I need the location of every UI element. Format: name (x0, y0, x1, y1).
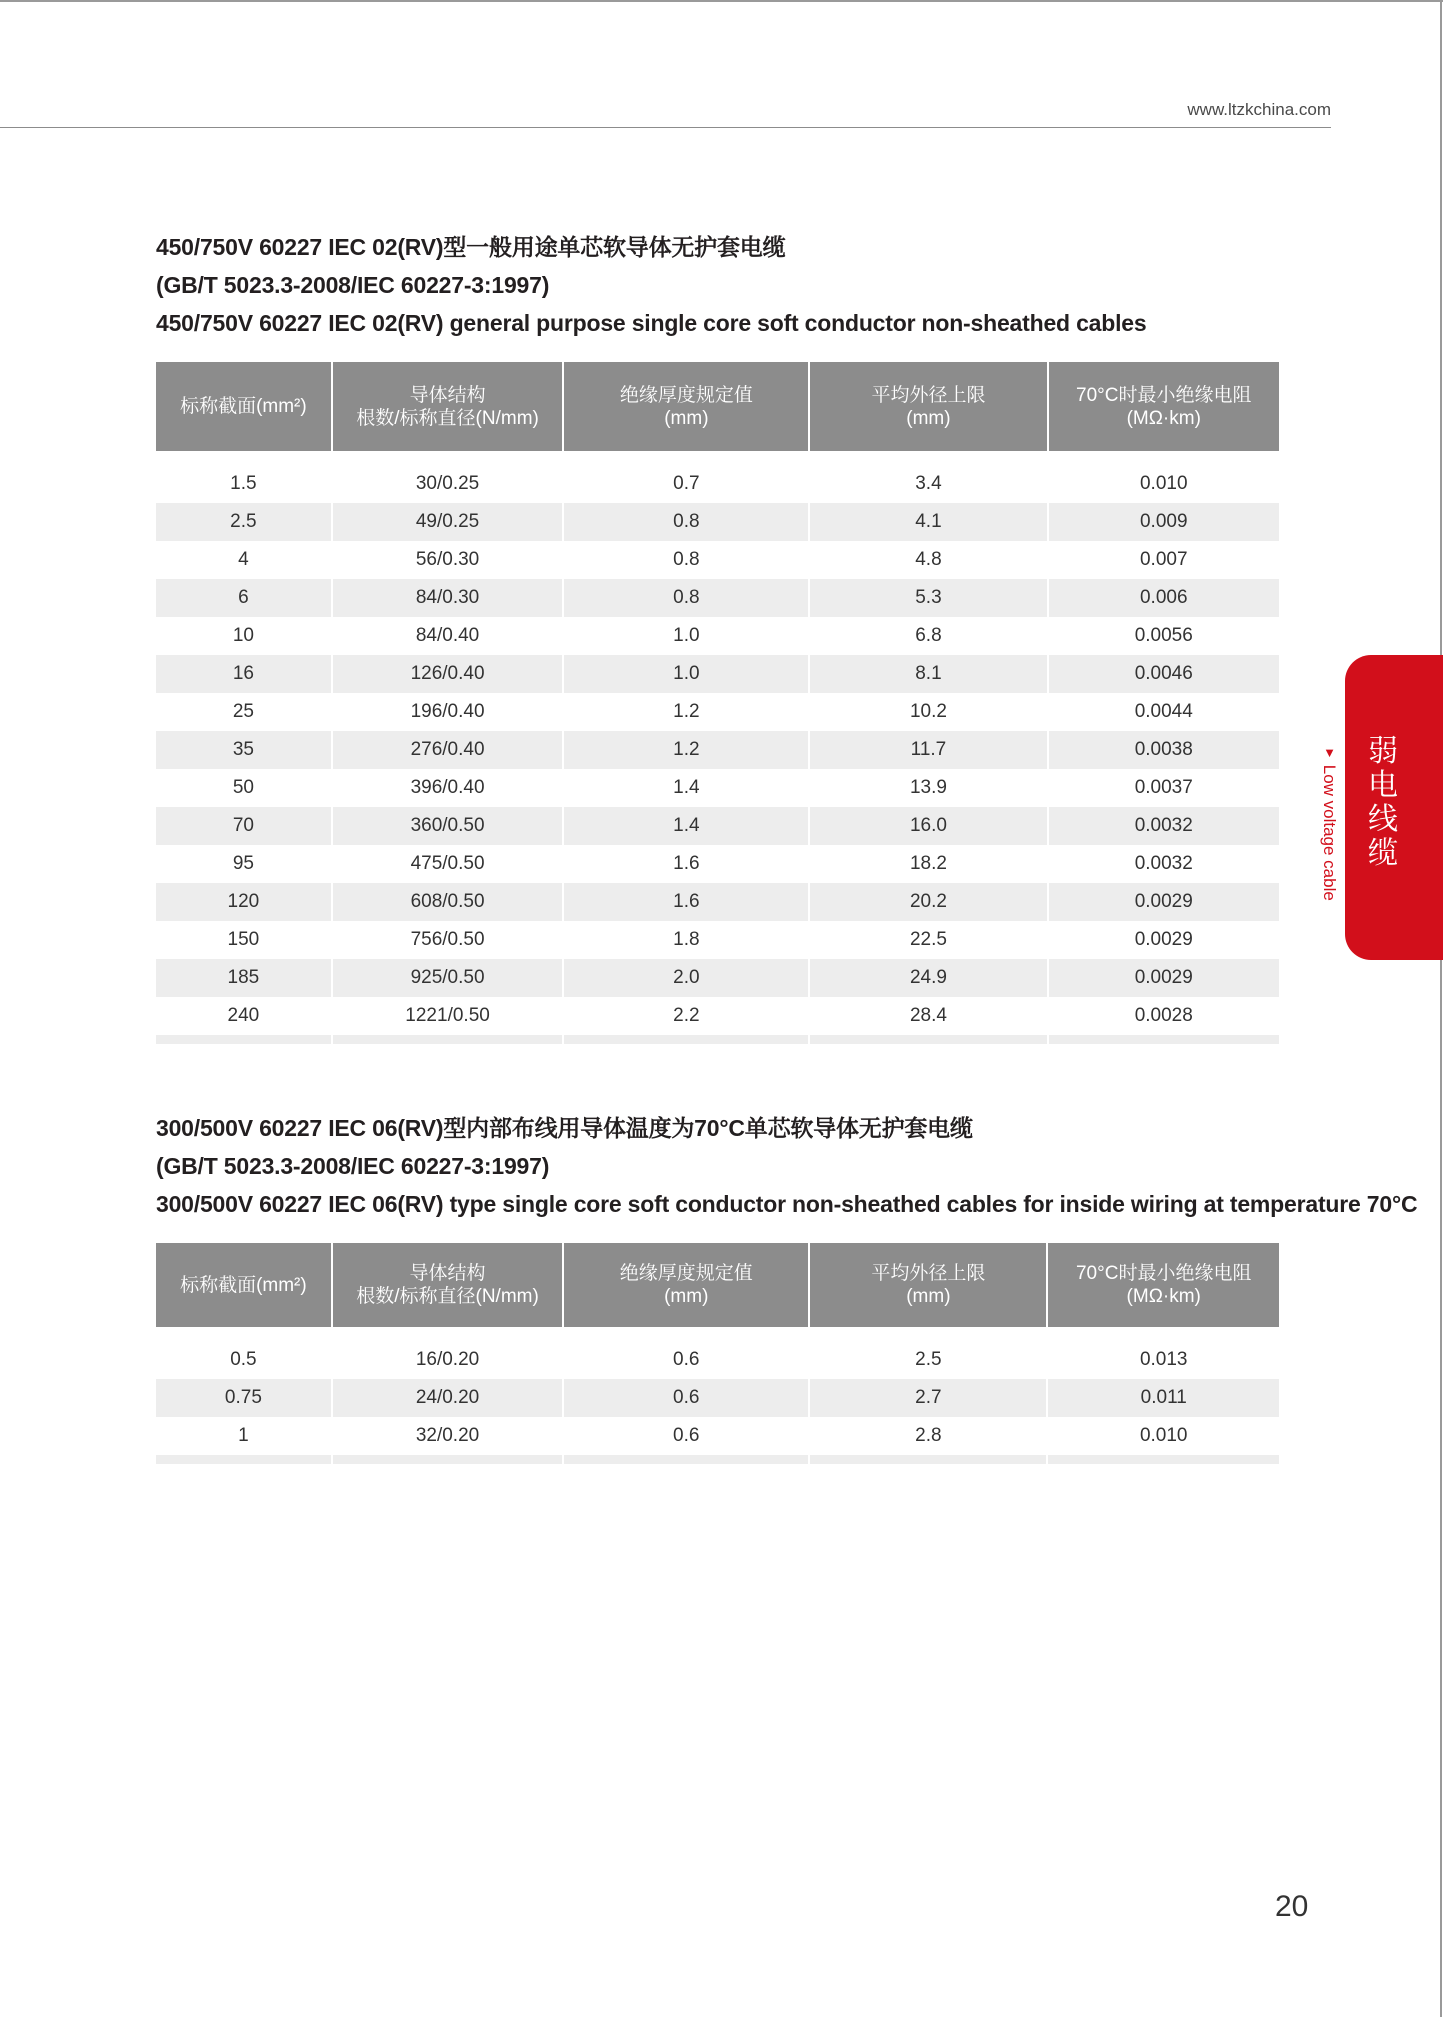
cell-cross-section: 1.5 (156, 465, 333, 503)
table-row (156, 921, 1279, 959)
table-row (156, 883, 1279, 921)
cell-insulation: 0.8 (564, 579, 810, 617)
side-tab-char: 缆 (1368, 836, 1398, 871)
cell-insulation: 1.6 (564, 845, 810, 883)
column-header-conductor: 导体结构 根数/标称直径(N/mm) (333, 362, 565, 451)
side-tab-char: 线 (1368, 802, 1398, 837)
cell-cross-section: 185 (156, 959, 333, 997)
column-header-insulation: 绝缘厚度规定值 (mm) (564, 362, 810, 451)
cell-diameter: 24.9 (810, 959, 1048, 997)
cell-resistance: 0.0038 (1049, 731, 1280, 769)
column-header-resistance: 70°C时最小绝缘电阻 (MΩ·km) (1048, 1243, 1279, 1327)
table-row (156, 617, 1279, 655)
cell-resistance: 0.010 (1049, 465, 1280, 503)
cell-diameter: 16.0 (810, 807, 1048, 845)
cell-diameter: 28.4 (810, 997, 1048, 1035)
cell-diameter: 3.4 (810, 465, 1048, 503)
cell-conductor: 30/0.25 (333, 465, 565, 503)
header-divider (0, 127, 1331, 128)
table-row (156, 807, 1279, 845)
cell-conductor: 49/0.25 (333, 503, 565, 541)
table-spacer-row (156, 451, 1279, 465)
cell-conductor: 16/0.20 (333, 1341, 564, 1379)
cell-insulation: 0.7 (564, 465, 810, 503)
spec-table (156, 362, 1279, 1044)
spec-table (156, 1243, 1279, 1464)
table-header-row (156, 362, 1279, 451)
cell-diameter: 8.1 (810, 655, 1048, 693)
cell-cross-section: 4 (156, 541, 333, 579)
cell-resistance: 0.0056 (1049, 617, 1280, 655)
cell-resistance: 0.0029 (1049, 959, 1280, 997)
cell-cross-section: 1 (156, 1417, 333, 1455)
cell-diameter: 5.3 (810, 579, 1048, 617)
section-standard: (GB/T 5023.3-2008/IEC 60227-3:1997) (156, 1153, 550, 1179)
cell-insulation: 0.8 (564, 541, 810, 579)
cell-conductor: 84/0.40 (333, 617, 565, 655)
table-row (156, 997, 1279, 1035)
cell-resistance: 0.0044 (1049, 693, 1280, 731)
cell-conductor: 756/0.50 (333, 921, 565, 959)
page-number: 20 (1275, 1890, 1309, 1923)
table-row (156, 579, 1279, 617)
column-header-diameter: 平均外径上限 (mm) (810, 1243, 1048, 1327)
cell-insulation: 1.6 (564, 883, 810, 921)
table-row (156, 959, 1279, 997)
cell-resistance: 0.010 (1048, 1417, 1279, 1455)
section-standard: (GB/T 5023.3-2008/IEC 60227-3:1997) (156, 272, 550, 298)
cell-diameter: 2.7 (810, 1379, 1048, 1417)
cell-cross-section: 150 (156, 921, 333, 959)
cell-cross-section: 50 (156, 769, 333, 807)
cell-conductor: 32/0.20 (333, 1417, 564, 1455)
cell-resistance: 0.013 (1048, 1341, 1279, 1379)
side-tab-english-text: Low voltage cable (1320, 764, 1339, 901)
table-row (156, 465, 1279, 503)
triangle-marker-icon: ▼ (1322, 745, 1337, 760)
column-header-cross-section: 标称截面(mm²) (156, 1243, 333, 1327)
table-row (156, 1417, 1279, 1455)
table-row (156, 693, 1279, 731)
cell-insulation: 0.6 (564, 1379, 810, 1417)
cell-conductor: 608/0.50 (333, 883, 565, 921)
column-header-conductor: 导体结构 根数/标称直径(N/mm) (333, 1243, 564, 1327)
cell-conductor: 475/0.50 (333, 845, 565, 883)
cell-cross-section: 25 (156, 693, 333, 731)
cell-cross-section: 70 (156, 807, 333, 845)
section-title-en: 300/500V 60227 IEC 06(RV) type single core soft conductor non-sheathed cables for inside wiring at temperature 70°C (156, 1191, 1418, 1217)
cell-resistance: 0.0037 (1049, 769, 1280, 807)
cable-section-02-rv (156, 228, 1324, 1044)
table-end-bar (156, 1455, 1279, 1464)
cell-diameter: 20.2 (810, 883, 1048, 921)
cell-diameter: 4.8 (810, 541, 1048, 579)
cell-insulation: 1.4 (564, 807, 810, 845)
cell-insulation: 1.2 (564, 731, 810, 769)
cell-insulation: 2.2 (564, 997, 810, 1035)
cell-cross-section: 120 (156, 883, 333, 921)
cell-resistance: 0.0029 (1049, 921, 1280, 959)
cell-resistance: 0.0046 (1049, 655, 1280, 693)
section-title-cn: 300/500V 60227 IEC 06(RV)型内部布线用导体温度为70°C单芯软导体无护套电缆 (156, 1115, 973, 1141)
table-header-row (156, 1243, 1279, 1327)
cell-conductor: 925/0.50 (333, 959, 565, 997)
table-row (156, 541, 1279, 579)
table-body (156, 451, 1279, 1044)
table-row (156, 1379, 1279, 1417)
column-header-diameter: 平均外径上限 (mm) (810, 362, 1048, 451)
cell-insulation: 2.0 (564, 959, 810, 997)
cell-insulation: 0.8 (564, 503, 810, 541)
cell-cross-section: 2.5 (156, 503, 333, 541)
cell-conductor: 1221/0.50 (333, 997, 565, 1035)
cell-resistance: 0.0029 (1049, 883, 1280, 921)
table-body (156, 1327, 1279, 1464)
section-title-en: 450/750V 60227 IEC 02(RV) general purpose single core soft conductor non-sheathed cables (156, 310, 1147, 336)
cell-diameter: 4.1 (810, 503, 1048, 541)
cell-conductor: 276/0.40 (333, 731, 565, 769)
cell-insulation: 1.0 (564, 655, 810, 693)
page-frame-right (1440, 0, 1442, 2017)
cell-diameter: 18.2 (810, 845, 1048, 883)
website-url: www.ltzkchina.com (1187, 100, 1331, 119)
section-title-cn: 450/750V 60227 IEC 02(RV)型一般用途单芯软导体无护套电缆 (156, 234, 786, 260)
side-tab-chinese-label (1358, 735, 1408, 871)
table-row (156, 731, 1279, 769)
cell-cross-section: 0.75 (156, 1379, 333, 1417)
cell-diameter: 2.8 (810, 1417, 1048, 1455)
cell-diameter: 6.8 (810, 617, 1048, 655)
cell-cross-section: 95 (156, 845, 333, 883)
cell-diameter: 10.2 (810, 693, 1048, 731)
table-row (156, 845, 1279, 883)
cell-resistance: 0.009 (1049, 503, 1280, 541)
cell-resistance: 0.007 (1049, 541, 1280, 579)
column-header-resistance: 70°C时最小绝缘电阻 (MΩ·km) (1049, 362, 1280, 451)
cell-resistance: 0.0028 (1049, 997, 1280, 1035)
cell-conductor: 360/0.50 (333, 807, 565, 845)
cell-insulation: 1.2 (564, 693, 810, 731)
cell-resistance: 0.006 (1049, 579, 1280, 617)
cell-insulation: 1.0 (564, 617, 810, 655)
cell-diameter: 11.7 (810, 731, 1048, 769)
cell-conductor: 84/0.30 (333, 579, 565, 617)
side-tab-char: 弱 (1368, 734, 1398, 769)
table-row (156, 503, 1279, 541)
cell-insulation: 0.6 (564, 1417, 810, 1455)
cell-diameter: 22.5 (810, 921, 1048, 959)
cell-cross-section: 6 (156, 579, 333, 617)
cell-cross-section: 0.5 (156, 1341, 333, 1379)
table-end-bar (156, 1035, 1279, 1044)
side-tab-char: 电 (1368, 768, 1398, 803)
cell-cross-section: 35 (156, 731, 333, 769)
page-frame-top (0, 0, 1443, 2)
cell-resistance: 0.011 (1048, 1379, 1279, 1417)
cell-resistance: 0.0032 (1049, 845, 1280, 883)
side-tab-english-label (1313, 745, 1339, 915)
column-header-insulation: 绝缘厚度规定值 (mm) (564, 1243, 810, 1327)
cell-diameter: 13.9 (810, 769, 1048, 807)
cell-insulation: 0.6 (564, 1341, 810, 1379)
cable-section-06-rv (156, 1109, 1418, 1464)
cell-insulation: 1.4 (564, 769, 810, 807)
cell-conductor: 24/0.20 (333, 1379, 564, 1417)
table-spacer-row (156, 1327, 1279, 1341)
cell-conductor: 56/0.30 (333, 541, 565, 579)
cell-insulation: 1.8 (564, 921, 810, 959)
cell-cross-section: 240 (156, 997, 333, 1035)
cell-conductor: 196/0.40 (333, 693, 565, 731)
table-row (156, 769, 1279, 807)
cell-cross-section: 10 (156, 617, 333, 655)
table-row (156, 1341, 1279, 1379)
cell-diameter: 2.5 (810, 1341, 1048, 1379)
cell-cross-section: 16 (156, 655, 333, 693)
cell-conductor: 396/0.40 (333, 769, 565, 807)
column-header-cross-section: 标称截面(mm²) (156, 362, 333, 451)
table-row (156, 655, 1279, 693)
cell-resistance: 0.0032 (1049, 807, 1280, 845)
cell-conductor: 126/0.40 (333, 655, 565, 693)
